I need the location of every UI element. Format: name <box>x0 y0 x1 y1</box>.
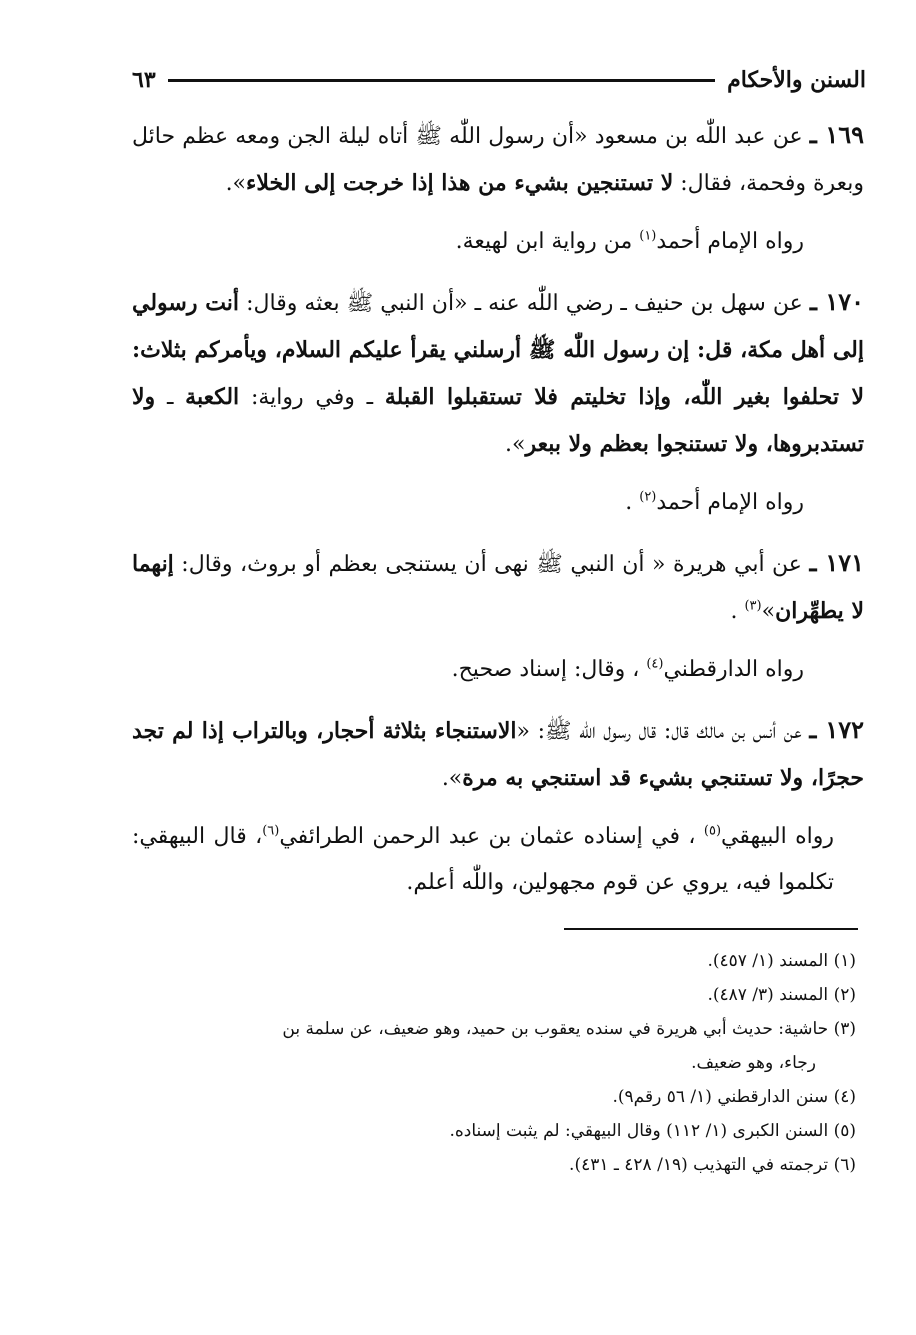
hadith-end: ». <box>441 766 463 791</box>
hadith-text: عن سهل بن حنيف ـ رضي اللّٰه عنه ـ «أن النبي ﷺ بعثه وقال: <box>239 291 803 316</box>
footnote-ref[interactable]: (٢) <box>639 489 657 505</box>
main-text <box>132 112 864 920</box>
footnote-4 <box>120 1080 856 1114</box>
riwaya-169 <box>132 219 864 265</box>
footnote-number: (٤) <box>833 1087 856 1107</box>
footnote-text: ترجمته في التهذيب (١٩/ ٤٢٨ ـ ٤٣١). <box>569 1155 829 1175</box>
footnotes <box>120 944 856 1182</box>
footnote-text: حاشية: حديث أبي هريرة في سنده يعقوب بن حميد، وهو ضعيف، عن سلمة بن <box>282 1019 829 1039</box>
riwaya-text-end: . <box>625 490 640 515</box>
riwaya-text: رواه البيهقي <box>721 824 834 849</box>
footnote-text-continued: رجاء، وهو ضعيف. <box>691 1053 816 1073</box>
hadith-text: عن عبد اللّٰه بن مسعود «أن رسول اللّٰه ﷺ أتاه ليلة الجن ومعه عظم حائل وبعرة وفحمة، فقال: <box>132 124 864 196</box>
hadith-quote-cont: ولا تستدبروها، ولا تستنجوا بعظم ولا ببعر <box>132 384 864 457</box>
riwaya-text-end: ، قال البيهقي: تكلموا فيه، يروي عن قوم مجهولين، واللّٰه أعلم. <box>132 824 834 895</box>
hadith-170 <box>132 279 864 468</box>
footnote-ref[interactable]: (٤) <box>646 656 664 672</box>
hadith-169 <box>132 112 864 207</box>
riwaya-text-mid: ، في إسناده عثمان بن عبد الرحمن الطرائفي <box>279 824 704 849</box>
hadith-172 <box>132 707 864 802</box>
hadith-quote: الاستنجاء بثلاثة أحجار، وبالتراب إذا لم تجد حجرًا، ولا تستنجي بشيء قد استنجي به مرة <box>132 718 864 791</box>
hadith-text: عن أبي هريرة « أن النبي ﷺ نهى أن يستنجى بعظم أو بروث، وقال: <box>173 552 802 577</box>
hadith-text-mid: ـ وفي رواية: <box>239 385 385 410</box>
footnote-ref[interactable]: (٣) <box>744 598 762 614</box>
footnote-text: السنن الكبرى (١/ ١١٢) وقال البيهقي: لم يثبت إسناده. <box>449 1121 829 1141</box>
hadith-quote: إنهما لا يطهِّران <box>132 551 864 624</box>
footnote-number: (١) <box>833 951 856 971</box>
footnote-ref[interactable]: (٦) <box>262 823 280 839</box>
riwaya-text: رواه الإمام أحمد <box>656 229 804 254</box>
footnote-2 <box>120 978 856 1012</box>
hadith-end: » <box>761 599 776 624</box>
footnote-5 <box>120 1114 856 1148</box>
footnote-text: المسند (٣/ ٤٨٧). <box>707 985 829 1005</box>
hadith-end: ». <box>505 432 526 457</box>
hadith-quote: أنت رسولي إلى أهل مكة، قل: إن رسول اللّٰه ﷺ أرسلني يقرأ عليكم السلام، ويأمركم بثلاث: لا تحلفوا بغير اللّٰه، وإذا تخليتم فلا تستقبلوا القبلة <box>132 290 864 410</box>
footnote-ref[interactable]: (٥) <box>703 823 722 839</box>
hadith-end-dot: . <box>730 599 745 624</box>
footnote-number: (٢) <box>833 985 856 1005</box>
riwaya-170 <box>132 480 864 526</box>
footnote-number: (٥) <box>833 1121 856 1141</box>
hadith-text: عن أنس بن مالك قال: قال رسول اللّٰه ﷺ: « <box>516 719 802 744</box>
footnote-ref[interactable]: (١) <box>639 228 657 244</box>
hadith-text-mid2: ـ <box>155 385 186 410</box>
footnote-number: (٣) <box>833 1019 856 1039</box>
footnote-text: المسند (١/ ٤٥٧). <box>707 951 829 971</box>
riwaya-text-end: من رواية ابن لهيعة. <box>455 229 640 254</box>
hadith-number: ١٦٩ ـ <box>809 120 865 149</box>
running-title: السنن والأحكام <box>727 67 866 93</box>
riwaya-171 <box>132 647 864 693</box>
footnote-3 <box>120 1012 856 1080</box>
hadith-171 <box>132 540 864 635</box>
riwaya-172 <box>132 814 864 906</box>
riwaya-text: رواه الإمام أحمد <box>656 490 804 515</box>
footnote-text: سنن الدارقطني (١/ ٥٦ رقم٩). <box>612 1087 829 1107</box>
riwaya-text-end: ، وقال: إسناد صحيح. <box>451 657 647 682</box>
hadith-end: ». <box>225 171 247 196</box>
riwaya-text: رواه الدارقطني <box>663 657 804 682</box>
hadith-number: ١٧٠ ـ <box>809 287 864 316</box>
footnote-number: (٦) <box>833 1155 856 1175</box>
footnote-separator <box>564 928 858 930</box>
hadith-number: ١٧٢ ـ <box>809 715 864 744</box>
page-number: ٦٣ <box>132 67 156 93</box>
hadith-number: ١٧١ ـ <box>809 548 864 577</box>
footnote-1 <box>120 944 856 978</box>
header-rule <box>168 79 716 82</box>
page-header <box>132 62 866 98</box>
footnote-6 <box>120 1148 856 1182</box>
hadith-quote-variant: الكعبة <box>185 384 240 410</box>
hadith-quote: لا تستنجين بشيء من هذا إذا خرجت إلى الخلاء <box>246 170 674 196</box>
